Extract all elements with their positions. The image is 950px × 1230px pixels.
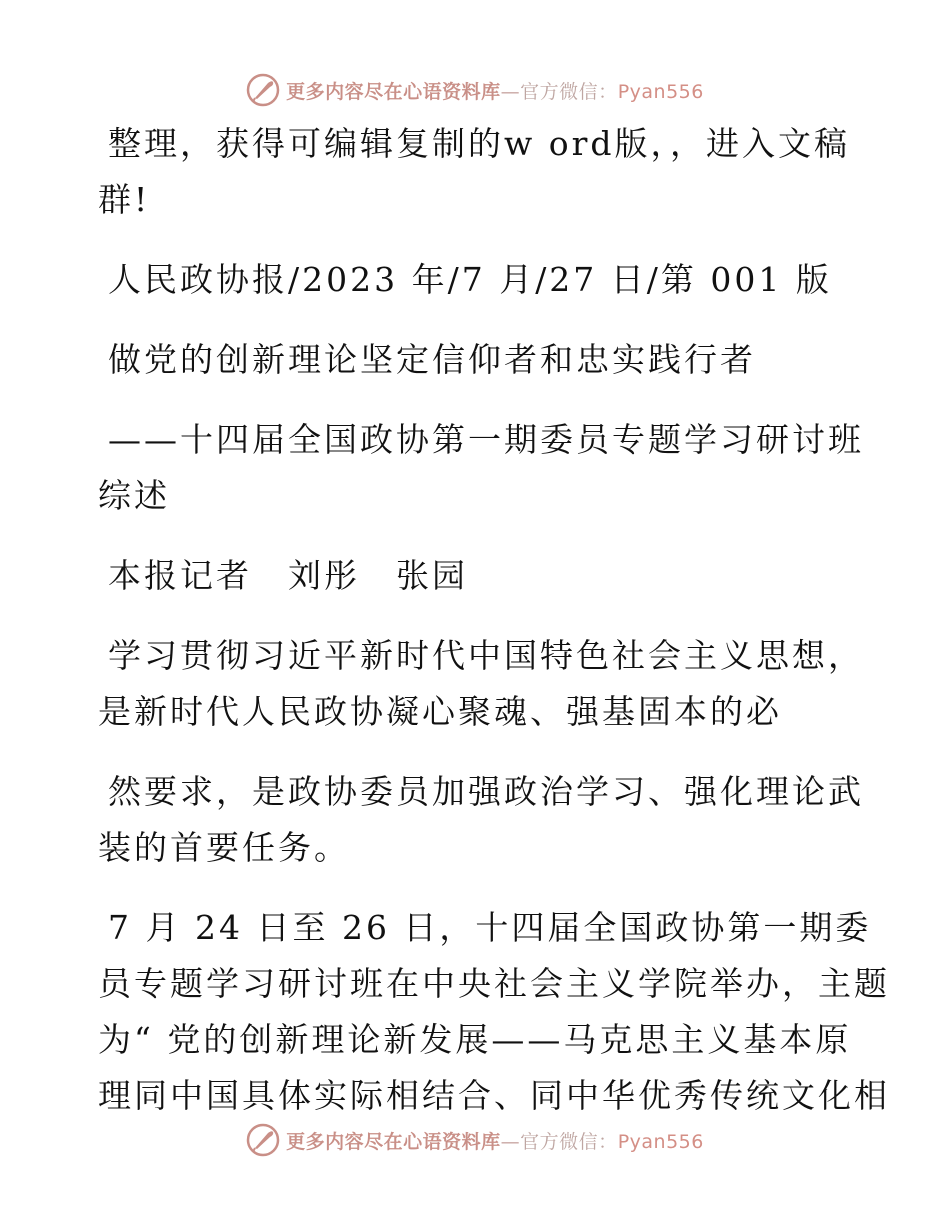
source-line: 人民政协报/2023 年/7 月/27 日/第 001 版 — [108, 260, 832, 299]
text-line: 装的首要任务。 — [98, 828, 350, 867]
footer-watermark — [0, 1120, 950, 1160]
watermark-site: 更多内容尽在心语资料库 — [286, 1130, 501, 1153]
article-title: 做党的创新理论坚定信仰者和忠实践行者 — [108, 340, 756, 379]
paragraph-body-1 — [98, 628, 864, 740]
quill-pen-logo-icon — [246, 1123, 280, 1157]
paragraph-title — [98, 332, 858, 388]
watermark-separator: — — [500, 1130, 521, 1153]
text-line: 理同中国具体实际相结合、同中华优秀传统文化相 — [98, 1076, 890, 1115]
paragraph-byline — [98, 548, 858, 604]
text-line: 然要求，是政协委员加强政治学习、强化理论武 — [108, 772, 864, 811]
paragraph-intro — [98, 116, 858, 228]
paragraph-source — [98, 252, 858, 308]
watermark-wechat-id: Pyan556 — [617, 1130, 704, 1153]
watermark-wechat-label: 官方微信： — [520, 80, 618, 103]
text-line: 7 月 24 日至 26 日，十四届全国政协第一期委 — [108, 908, 872, 947]
watermark-group — [246, 1123, 704, 1157]
paragraph-body-3 — [98, 900, 890, 1124]
watermark-separator: — — [500, 80, 521, 103]
watermark-text — [286, 1127, 704, 1154]
text-line: 整理，获得可编辑复制的w ord版，，进入文稿 — [108, 124, 851, 163]
watermark-wechat-id: Pyan556 — [617, 80, 704, 103]
paragraph-body-2 — [98, 764, 864, 876]
document-body — [98, 116, 890, 1124]
header-watermark — [0, 70, 950, 110]
quill-pen-logo-icon — [246, 73, 280, 107]
article-subtitle: 综述 — [98, 476, 170, 515]
text-line: 员专题学习研讨班在中央社会主义学院举办，主题 — [98, 964, 890, 1003]
watermark-text — [286, 77, 704, 104]
text-line: 是新时代人民政协凝心聚魂、强基固本的必 — [98, 692, 782, 731]
byline: 本报记者 刘彤 张园 — [108, 556, 468, 595]
article-subtitle: ——十四届全国政协第一期委员专题学习研讨班 — [108, 420, 864, 459]
text-line: 为“ 党的创新理论新发展——马克思主义基本原 — [98, 1020, 852, 1059]
text-line: 学习贯彻习近平新时代中国特色社会主义思想， — [108, 636, 864, 675]
watermark-wechat-label: 官方微信： — [520, 1130, 618, 1153]
text-line: 群! — [98, 180, 151, 219]
paragraph-subtitle — [98, 412, 864, 524]
watermark-group — [246, 73, 704, 107]
watermark-site: 更多内容尽在心语资料库 — [286, 80, 501, 103]
